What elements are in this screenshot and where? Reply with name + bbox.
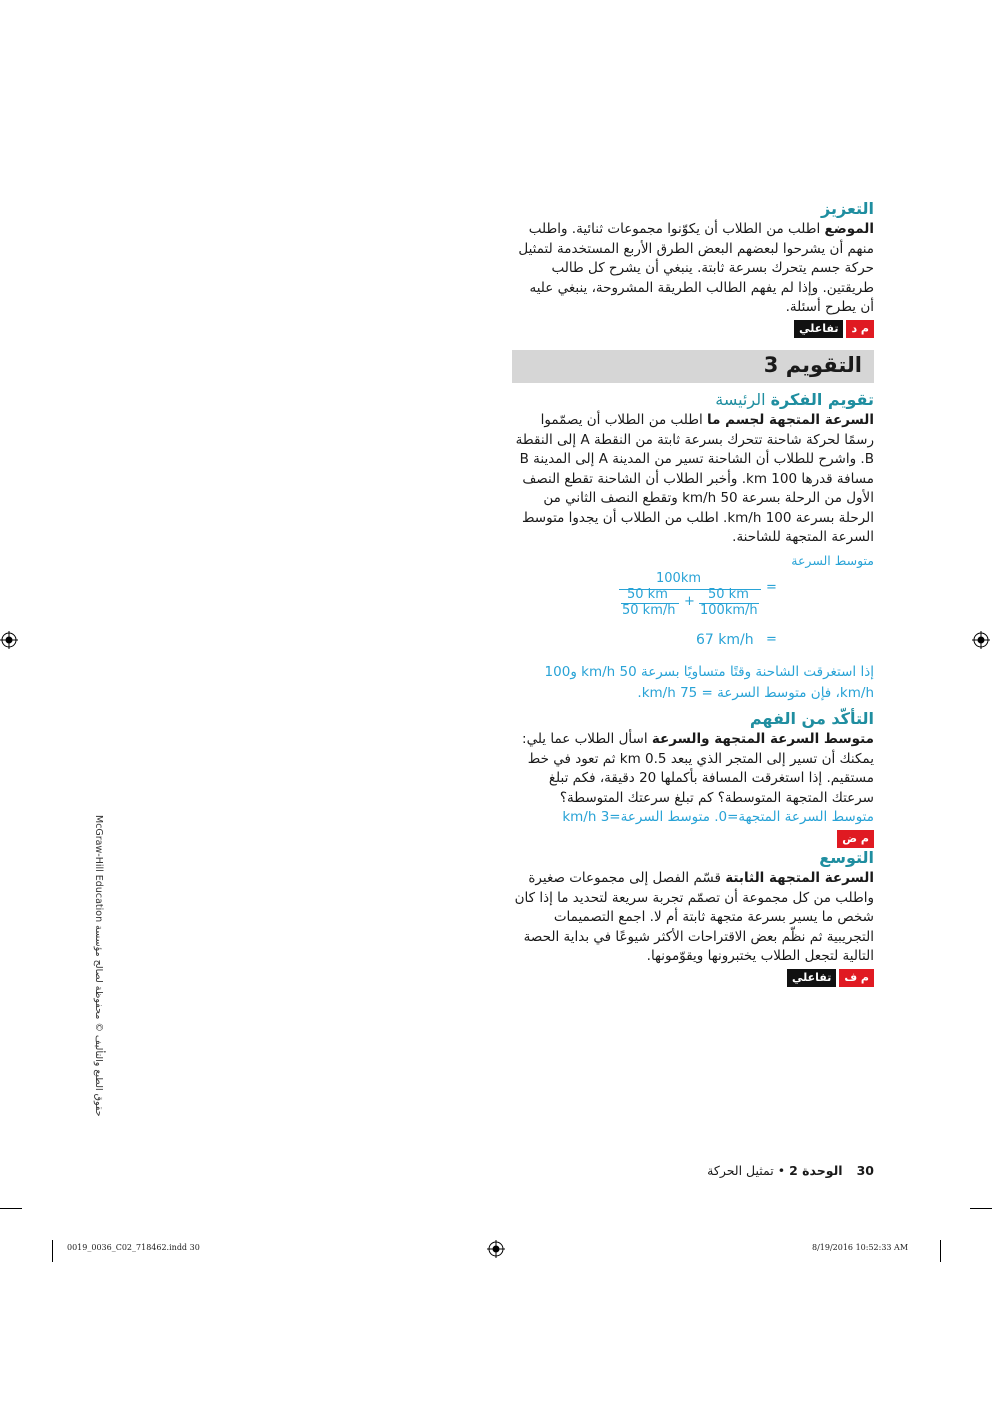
interactive-badge: تفاعلي [794,320,843,338]
assessment-note: إذا استغرقت الشاحنة وقتًا متساويًا بسرعة 50 km/h و100 km/h، فإن متوسط السرعة = 75 km/h. [544,664,874,701]
reinforcement-lead: الموضع [824,221,874,237]
assessment-note-wrap [512,662,874,704]
assessment-title-main: تقويم الفكرة [770,390,874,409]
extend-section [512,847,874,987]
extend-interactive-badge: تفاعلي [787,969,836,987]
extend-text [512,869,874,967]
extend-body: قسّم الفصل إلى مجموعات صغيرة واطلب من كل مجموعة أن تصمّم تجربة سريعة لتحديد ما إذا كان شخص ما يسير بسرعة متجهة ثابتة أم لا. اجمع التصميمات التجريبية ثم نظّم بعض الاقتراحات الأكثر شيوعًا في بداية الحصة التالية لتجعل الطلاب يختبرونها ويقوّمونها. [514,870,874,964]
footer-unit: الوحدة 2 [789,1163,843,1178]
extend-lead: السرعة المتجهة الثابتة [725,870,874,886]
assessment-lead: السرعة المتجهة لجسم ما [707,412,874,428]
registration-mark-bottom-icon [487,1240,505,1258]
avg-velocity-label: متوسط السرعة [791,553,874,568]
check-body: اسأل الطلاب عما يلي: يمكنك أن تسير إلى المتجر الذي يبعد 0.5 km ثم تعود في خط مستقيم. إذا استغرقت المسافة بأكملها 20 دقيقة، فكم تبلغ سرعتك المتجهة المتوسطة؟ كم تبلغ سرعتك المتوسطة؟ [522,731,874,806]
reinforcement-badges [512,320,874,338]
check-badges [512,830,874,848]
registration-mark-left-icon [0,631,18,649]
page-number: 30 [856,1163,874,1178]
check-title: التأكّد من الفهم [749,709,874,728]
crop-mark-right [970,1208,992,1209]
frac2-numerator: 50 km [708,587,749,602]
frac2-denominator: 100km/h [700,603,758,618]
extend-badges [512,969,874,987]
assessment-title [512,389,874,411]
assessment-title-rest: الرئيسة [715,390,771,409]
crop-mark-left [0,1208,22,1209]
reinforcement-title: التعزيز [821,199,874,218]
extend-level-badge: م ف [839,969,874,987]
frac1-numerator: 50 km [627,587,668,602]
check-text [512,730,874,808]
page-footer [707,1163,874,1178]
assessment-body: اطلب من الطلاب أن يصمّموا رسمًا لحركة شاحنة تتحرك بسرعة ثابتة من النقطة A إلى النقطة B. واشرح للطلاب أن الشاحنة تسير من المدينة A إلى المدينة B مسافة قدرها 100 km. وأخبر الطلاب أن الشاحنة تقطع النصف الأول من الرحلة بسرعة 50 km/h وتقطع النصف الثاني من الرحلة بسرعة 100 km/h. اطلب من الطلاب أن يجدوا متوسط السرعة المتجهة للشاحنة. [515,412,874,545]
slug-filename: 0019_0036_C02_718462.indd 30 [67,1243,200,1252]
check-section [512,708,874,848]
registration-mark-right-icon [972,631,990,649]
avg-label-wrap [512,550,874,569]
check-lead: متوسط السرعة المتجهة والسرعة [651,731,874,747]
reinforcement-text [512,220,874,318]
copyright-sidebar [90,815,106,1125]
formula-plus: + [684,594,695,609]
formula-equals-2: = [766,632,777,647]
formula-numerator: 100km [656,571,702,586]
footer-chapter: تمثيل الحركة [707,1163,774,1178]
check-level-badge: م ض [837,830,874,848]
section-title: التقويم 3 [763,353,862,377]
formula-equals-1: = [766,580,777,595]
extend-title: التوسع [819,848,874,867]
copyright-text: حقوق الطبع والتأليف © محفوظة لصالح مؤسسة McGraw-Hill Education [93,815,104,1117]
level-badge: م د [846,320,874,338]
frac1-denominator: 50 km/h [622,603,676,618]
slug-date: 8/19/2016 10:52:33 AM [812,1243,909,1252]
section-header-bar [512,350,874,383]
reinforcement-body: اطلب من الطلاب أن يكوّنوا مجموعات ثنائية. واطلب منهم أن يشرحوا لبعضهم البعض الطرق الأربع المستخدمة لتمثيل حركة جسم يتحرك بسرعة ثابتة. ينبغي أن يشرح كل طالب طريقتين. وإذا لم يفهم الطالب الطريقة المشروحة، ينبغي عليه أن يطرح أسئلة. [518,221,874,315]
slug-mark-left [52,1240,53,1262]
check-answer: متوسط السرعة المتجهة=0. متوسط السرعة=3 km/h [562,809,874,825]
reinforcement-section [512,198,874,338]
formula-result: 67 km/h [696,632,754,648]
assessment-text [512,411,874,548]
footer-chapter-info [707,1163,842,1178]
assessment-section [512,389,874,548]
footer-bullet: • [777,1163,786,1178]
slug-mark-right [940,1240,941,1262]
